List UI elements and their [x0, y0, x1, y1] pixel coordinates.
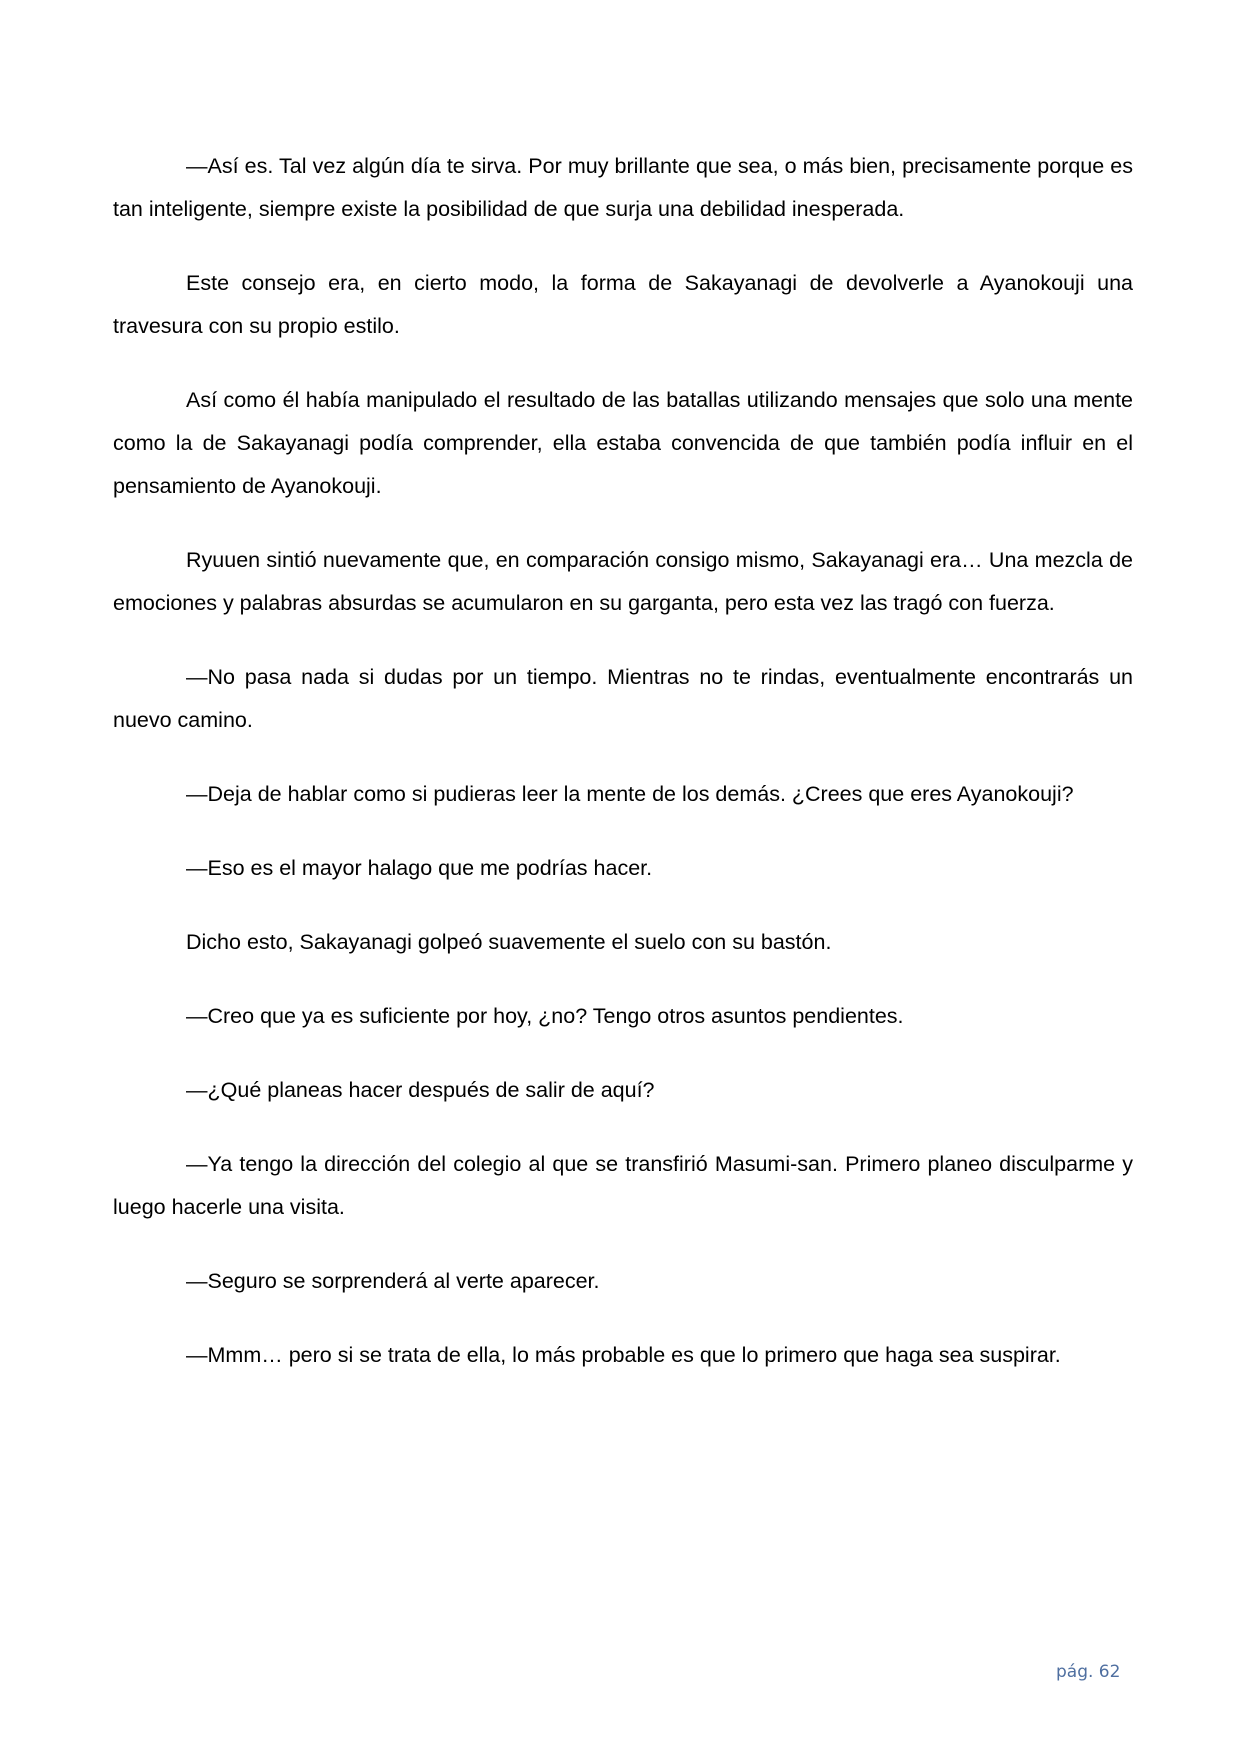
paragraph: —Mmm… pero si se trata de ella, lo más probable es que lo primero que haga sea suspirar.	[186, 1343, 1061, 1367]
paragraph: —No pasa nada si dudas por un tiempo. Mientras no te rindas, eventualmente encontrarás un nuevo camino.	[113, 665, 1133, 732]
paragraph: —Ya tengo la dirección del colegio al que se transfirió Masumi-san. Primero planeo disculparme y luego hacerle una visita.	[113, 1152, 1133, 1219]
paragraph: —Seguro se sorprenderá al verte aparecer.	[186, 1269, 600, 1293]
paragraph: —Así es. Tal vez algún día te sirva. Por muy brillante que sea, o más bien, precisamente porque es tan inteligente, siempre existe la posibilidad de que surja una debilidad inesperada.	[113, 154, 1133, 221]
body-text	[113, 145, 1133, 1377]
paragraph: —Deja de hablar como si pudieras leer la mente de los demás. ¿Crees que eres Ayanokouji?	[186, 782, 1074, 806]
paragraph: Este consejo era, en cierto modo, la forma de Sakayanagi de devolverle a Ayanokouji una travesura con su propio estilo.	[113, 271, 1133, 338]
page-number: pág. 62	[1056, 1662, 1121, 1682]
paragraph: —Eso es el mayor halago que me podrías hacer.	[186, 856, 653, 880]
paragraph: Así como él había manipulado el resultado de las batallas utilizando mensajes que solo una mente como la de Sakayanagi podía comprender, ella estaba convencida de que también podía influir en el pensamiento de Ayanokouji.	[113, 388, 1133, 498]
paragraph: —Creo que ya es suficiente por hoy, ¿no? Tengo otros asuntos pendientes.	[186, 1004, 904, 1028]
paragraph: —¿Qué planeas hacer después de salir de aquí?	[186, 1078, 655, 1102]
paragraph: Ryuuen sintió nuevamente que, en comparación consigo mismo, Sakayanagi era… Una mezcla de emociones y palabras absurdas se acumularon en su garganta, pero esta vez las tragó con fuerza.	[113, 548, 1133, 615]
paragraph: Dicho esto, Sakayanagi golpeó suavemente el suelo con su bastón.	[186, 930, 832, 954]
